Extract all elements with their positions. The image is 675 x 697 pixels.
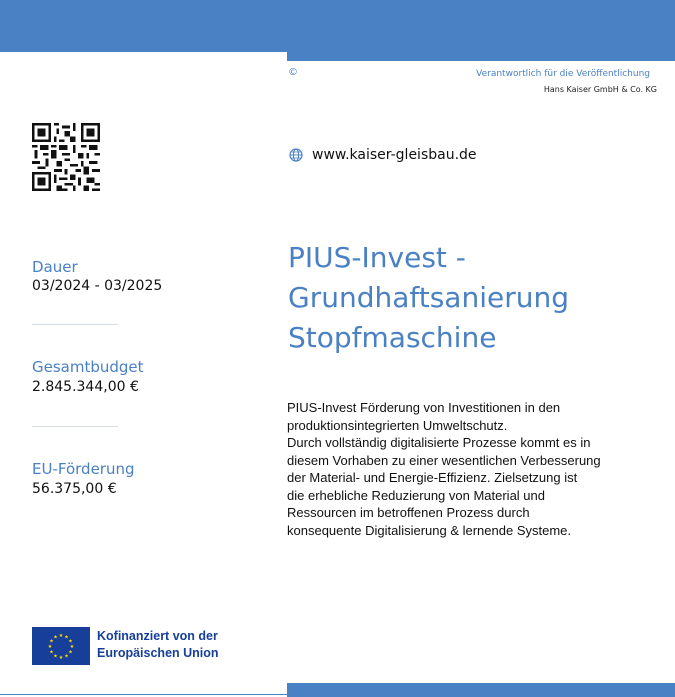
eu-star: ★ bbox=[64, 653, 69, 660]
eu-star: ★ bbox=[58, 632, 64, 639]
description-line: Ressourcen im betroffenen Prozess durch bbox=[287, 505, 530, 520]
project-title bbox=[288, 238, 658, 358]
project-title-line: PIUS-Invest - bbox=[288, 241, 466, 274]
divider bbox=[32, 324, 118, 325]
website-link[interactable] bbox=[289, 147, 477, 163]
budget-value: 2.845.344,00 € bbox=[32, 379, 139, 395]
eu-star: ★ bbox=[47, 643, 53, 650]
responsible-label: Verantwortlich für die Veröffentlichung bbox=[476, 69, 650, 79]
description-line: die erhebliche Reduzierung von Material und bbox=[287, 487, 545, 503]
eu-star: ★ bbox=[68, 649, 73, 656]
eu-funding-label: EU-Förderung bbox=[32, 460, 135, 478]
copyright-symbol: © bbox=[288, 67, 298, 78]
eu-text-line: Kofinanziert von der bbox=[97, 629, 218, 643]
description-line: PIUS-Invest Förderung von Investitionen in den bbox=[287, 400, 561, 415]
bottom-rule bbox=[0, 694, 287, 695]
duration-value: 03/2024 - 03/2025 bbox=[32, 278, 163, 294]
eu-funding-value: 56.375,00 € bbox=[32, 481, 117, 497]
eu-star: ★ bbox=[49, 649, 54, 656]
globe-icon bbox=[289, 148, 303, 162]
eu-text-line: Europäischen Union bbox=[97, 646, 219, 660]
eu-flag-icon bbox=[32, 627, 90, 665]
top-banner-extension bbox=[287, 0, 675, 61]
bottom-banner bbox=[287, 683, 675, 697]
website-url: www.kaiser-gleisbau.de bbox=[312, 147, 477, 163]
eu-star: ★ bbox=[64, 634, 69, 641]
description-line: diesem Vorhaben zu einer wesentlichen Verbesserung bbox=[287, 452, 601, 468]
eu-star: ★ bbox=[53, 634, 58, 641]
budget-label: Gesamtbudget bbox=[32, 358, 144, 376]
qr-code-icon[interactable] bbox=[32, 123, 100, 191]
eu-star: ★ bbox=[53, 653, 58, 660]
eu-star: ★ bbox=[68, 638, 73, 645]
description-line: der Material- und Energie-Effizienz. Zielsetzung ist bbox=[287, 470, 578, 485]
project-title-line: Grundhaftsanierung bbox=[288, 281, 569, 314]
eu-star: ★ bbox=[49, 638, 54, 645]
project-description bbox=[287, 399, 657, 539]
description-line: konsequente Digitalisierung & lernende Systeme. bbox=[287, 522, 572, 538]
project-title-line: Stopfmaschine bbox=[288, 321, 497, 354]
description-line: Durch vollständig digitalisierte Prozesse kommt es in bbox=[287, 435, 591, 450]
eu-star: ★ bbox=[69, 643, 75, 650]
responsible-company: Hans Kaiser GmbH & Co. KG bbox=[543, 85, 657, 94]
eu-star: ★ bbox=[58, 654, 64, 661]
description-line: produktionsintegrierten Umweltschutz. bbox=[287, 417, 508, 433]
eu-cofunding-text bbox=[97, 628, 219, 662]
divider bbox=[32, 426, 118, 427]
duration-label: Dauer bbox=[32, 258, 78, 276]
